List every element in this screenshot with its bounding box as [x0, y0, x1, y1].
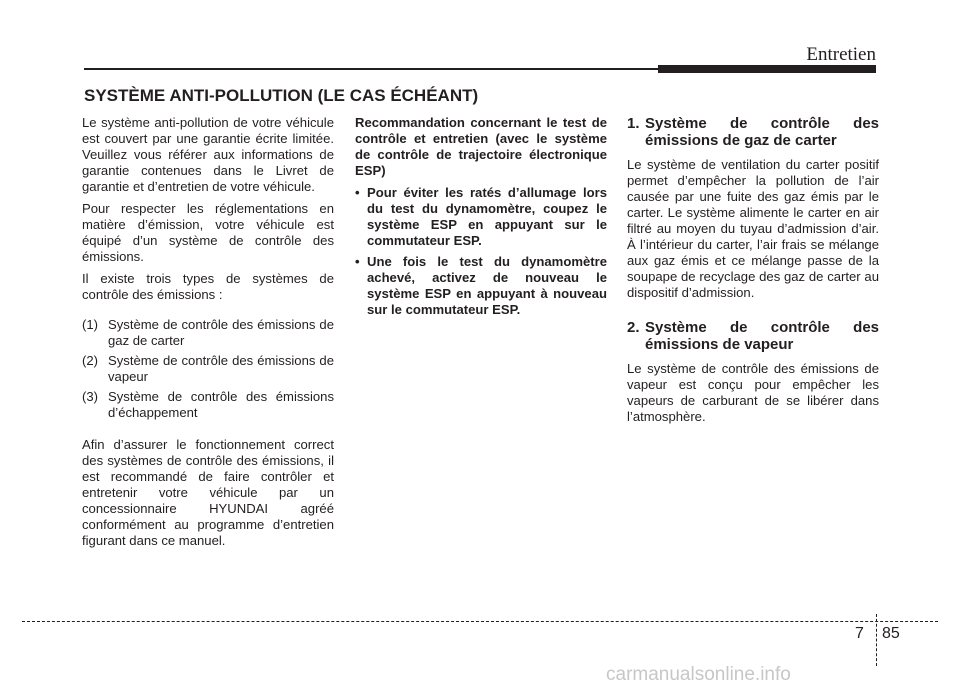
bullet-text: Pour éviter les ratés d’allumage lors du test du dynamomètre, coupez le système ESP en appuyant sur le commutateur ESP.	[367, 185, 607, 248]
regulation-paragraph: Pour respecter les réglementations en matière d’émission, votre véhicule est équipé d’un système de contrôle des émissions.	[82, 201, 334, 264]
subsection-heading-vapour	[627, 319, 879, 353]
header-rule	[84, 68, 658, 70]
recommendation-heading: Recommandation concernant le test de contrôle et entretien (avec le système de contrôle de trajectoire électronique ESP)	[355, 115, 607, 178]
list-item-number: (1)	[82, 317, 99, 332]
list-item-number: (2)	[82, 353, 99, 368]
bullet-icon: •	[355, 185, 360, 200]
list-item-text: Système de contrôle des émissions de gaz de carter	[108, 317, 334, 348]
footer-rule	[22, 621, 938, 622]
header-bar	[658, 65, 876, 73]
chapter-number: 7	[855, 625, 864, 642]
subsection-number: 1.	[627, 115, 640, 132]
page-number: 85	[882, 625, 900, 642]
list-item-text: Système de contrôle des émissions d’échappement	[108, 389, 334, 420]
list-item	[355, 185, 607, 249]
column-left	[82, 115, 334, 555]
subsection-heading-crankcase	[627, 115, 879, 149]
emission-systems-list	[82, 317, 334, 421]
recommendation-list	[355, 185, 607, 318]
chapter-header-title: Entretien	[806, 44, 876, 65]
list-item	[82, 353, 334, 385]
subsection-title: Système de contrôle des émissions de gaz de carter	[645, 115, 879, 149]
column-middle	[355, 115, 607, 323]
list-item-number: (3)	[82, 389, 99, 404]
list-item	[82, 317, 334, 349]
subsection-number: 2.	[627, 319, 640, 336]
types-paragraph: Il existe trois types de systèmes de contrôle des émissions :	[82, 271, 334, 302]
section-title: SYSTÈME ANTI-POLLUTION (LE CAS ÉCHÉANT)	[84, 86, 479, 105]
column-right	[627, 115, 879, 431]
intro-paragraph: Le système anti-pollution de votre véhicule est couvert par une garantie écrite limitée. Veuillez vous référer aux informations de garantie contenues dans le Livret de garantie et d’entretien de votre véhicule.	[82, 115, 334, 194]
bullet-icon: •	[355, 254, 360, 269]
vapour-paragraph: Le système de contrôle des émissions de vapeur est conçu pour empêcher les vapeurs de carburant de se libérer dans l’atmosphère.	[627, 361, 879, 424]
list-item-text: Système de contrôle des émissions de vapeur	[108, 353, 334, 384]
list-item	[355, 254, 607, 318]
watermark: carmanualsonline.info	[606, 664, 791, 685]
maintenance-paragraph: Afin d’assurer le fonctionnement correct des systèmes de contrôle des émissions, il est recommandé de faire contrôler et entretenir votre véhicule par un concessionnaire HYUNDAI agréé conformément au programme d’entretien figurant dans ce manuel.	[82, 437, 334, 548]
footer-divider	[876, 614, 877, 666]
crankcase-paragraph: Le système de ventilation du carter positif permet d’empêcher la pollution de l’air causée par une fuite des gaz émis par le carter. Le système alimente le carter en air filtré au moyen du tuyau d’admission d’air. À l’intérieur du carter, l’air frais se mélange aux gaz émis et ce mélange passe de la soupape de recyclage des gaz de carter au dispositif d’admission.	[627, 157, 879, 300]
subsection-title: Système de contrôle des émissions de vapeur	[645, 319, 879, 353]
bullet-text: Une fois le test du dynamomètre achevé, activez de nouveau le système ESP en appuyant à nouveau sur le commutateur ESP.	[367, 254, 607, 317]
list-item	[82, 389, 334, 421]
